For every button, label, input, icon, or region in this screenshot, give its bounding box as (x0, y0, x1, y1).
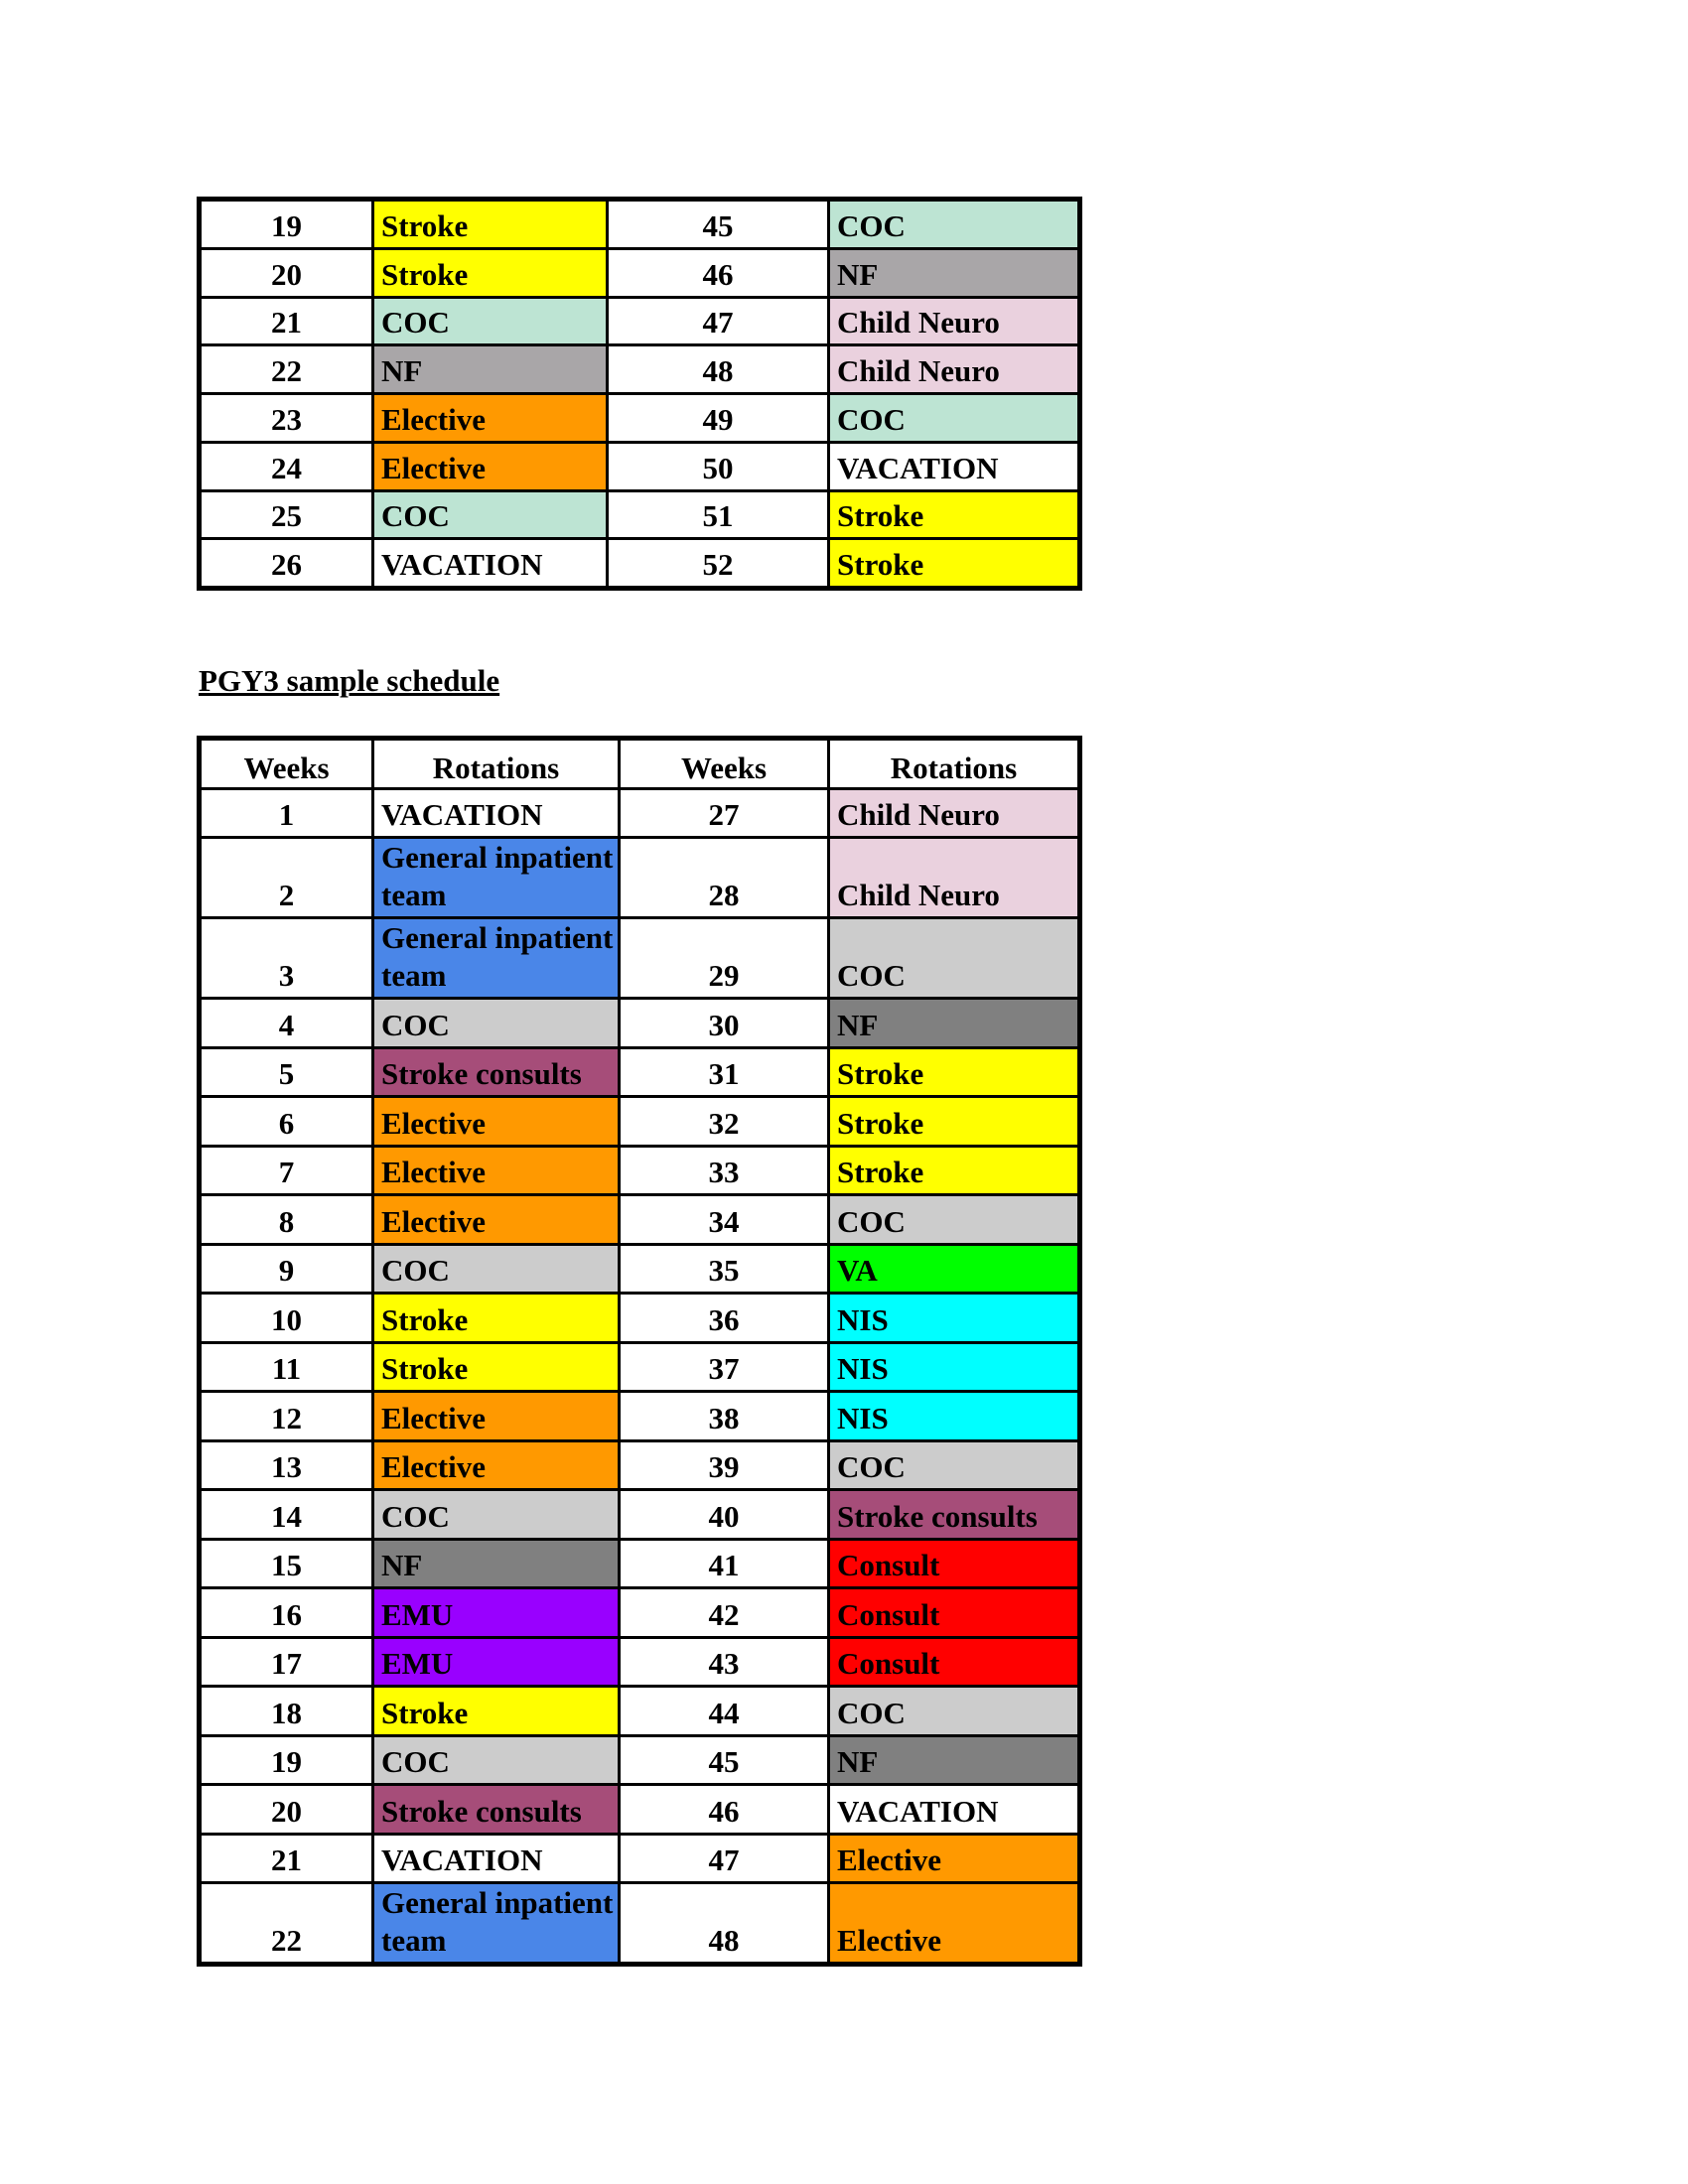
rotation-cell: Stroke consults (373, 1047, 620, 1097)
rotation-cell: Stroke (829, 490, 1079, 539)
rotation-cell: Stroke (829, 1146, 1079, 1195)
rotation-cell: Elective (373, 442, 608, 490)
week-cell: 40 (620, 1490, 829, 1540)
week-cell: 27 (620, 788, 829, 838)
week-cell: 23 (201, 394, 373, 443)
week-cell: 45 (620, 1735, 829, 1785)
rotation-cell: NF (829, 1735, 1079, 1785)
rotation-cell: COC (373, 999, 620, 1048)
table-row (201, 1440, 1079, 1490)
rotation-cell: General inpatient team (373, 1883, 620, 1964)
table-row (201, 918, 1079, 999)
rotation-cell: Stroke (373, 1342, 620, 1392)
week-cell: 7 (201, 1146, 373, 1195)
rotation-cell: Stroke (373, 201, 608, 249)
rotation-cell: VACATION (373, 788, 620, 838)
week-cell: 1 (201, 788, 373, 838)
pgy3-schedule-table (199, 738, 1080, 1965)
week-cell: 3 (201, 918, 373, 999)
rotation-cell: Elective (373, 1195, 620, 1245)
week-cell: 21 (201, 297, 373, 345)
week-cell: 37 (620, 1342, 829, 1392)
rotation-cell: NIS (829, 1342, 1079, 1392)
table-row (201, 1588, 1079, 1638)
week-cell: 30 (620, 999, 829, 1048)
week-cell: 9 (201, 1244, 373, 1294)
rotation-cell: Child Neuro (829, 345, 1079, 394)
rotation-cell: General inpatient team (373, 918, 620, 999)
week-cell: 35 (620, 1244, 829, 1294)
table-row (201, 1490, 1079, 1540)
prior-schedule-table (199, 199, 1080, 589)
table-row (201, 1146, 1079, 1195)
rotation-cell: Elective (373, 1392, 620, 1441)
table-row (201, 1785, 1079, 1835)
rotation-cell: EMU (373, 1637, 620, 1687)
table-row (201, 1244, 1079, 1294)
rotation-cell: Stroke (373, 1294, 620, 1343)
rotation-cell: Stroke (829, 1047, 1079, 1097)
week-cell: 18 (201, 1687, 373, 1736)
rotation-cell: Consult (829, 1637, 1079, 1687)
week-cell: 48 (620, 1883, 829, 1964)
header-rotations-1: Rotations (373, 740, 620, 789)
rotation-cell: VACATION (373, 1834, 620, 1883)
header-weeks-2: Weeks (620, 740, 829, 789)
week-cell: 15 (201, 1539, 373, 1588)
table-row (201, 1294, 1079, 1343)
table-row (201, 297, 1079, 345)
rotation-cell: COC (829, 394, 1079, 443)
rotation-cell: Stroke (373, 1687, 620, 1736)
rotation-cell: NF (829, 248, 1079, 297)
week-cell: 2 (201, 838, 373, 918)
rotation-cell: Child Neuro (829, 297, 1079, 345)
week-cell: 48 (608, 345, 829, 394)
rotation-cell: COC (829, 1195, 1079, 1245)
table-row (201, 1195, 1079, 1245)
week-cell: 44 (620, 1687, 829, 1736)
week-cell: 11 (201, 1342, 373, 1392)
week-cell: 22 (201, 1883, 373, 1964)
rotation-cell: NF (373, 345, 608, 394)
rotation-cell: COC (373, 1490, 620, 1540)
week-cell: 5 (201, 1047, 373, 1097)
rotation-cell: Elective (829, 1834, 1079, 1883)
rotation-cell: VA (829, 1244, 1079, 1294)
header-rotations-2: Rotations (829, 740, 1079, 789)
week-cell: 38 (620, 1392, 829, 1441)
table-row (201, 1047, 1079, 1097)
rotation-cell: VACATION (829, 442, 1079, 490)
table-row (201, 442, 1079, 490)
rotation-cell: NF (373, 1539, 620, 1588)
week-cell: 6 (201, 1097, 373, 1147)
table-row (201, 345, 1079, 394)
week-cell: 42 (620, 1588, 829, 1638)
rotation-cell: COC (373, 297, 608, 345)
rotation-cell: NIS (829, 1392, 1079, 1441)
week-cell: 36 (620, 1294, 829, 1343)
rotation-cell: General inpatient team (373, 838, 620, 918)
week-cell: 4 (201, 999, 373, 1048)
week-cell: 16 (201, 1588, 373, 1638)
table-row (201, 999, 1079, 1048)
week-cell: 20 (201, 248, 373, 297)
table-row (201, 1539, 1079, 1588)
week-cell: 29 (620, 918, 829, 999)
week-cell: 14 (201, 1490, 373, 1540)
rotation-cell: COC (373, 1735, 620, 1785)
week-cell: 13 (201, 1440, 373, 1490)
week-cell: 33 (620, 1146, 829, 1195)
rotation-cell: NF (829, 999, 1079, 1048)
rotation-cell: Elective (373, 1440, 620, 1490)
table-row (201, 1735, 1079, 1785)
table-row (201, 838, 1079, 918)
week-cell: 10 (201, 1294, 373, 1343)
table-row (201, 1342, 1079, 1392)
week-cell: 24 (201, 442, 373, 490)
prior-schedule-body (201, 201, 1079, 588)
rotation-cell: Elective (373, 1097, 620, 1147)
week-cell: 22 (201, 345, 373, 394)
week-cell: 43 (620, 1637, 829, 1687)
week-cell: 51 (608, 490, 829, 539)
week-cell: 26 (201, 539, 373, 588)
rotation-cell: COC (373, 1244, 620, 1294)
table-row (201, 1637, 1079, 1687)
rotation-cell: COC (829, 1440, 1079, 1490)
rotation-cell: Stroke consults (373, 1785, 620, 1835)
rotation-cell: Elective (829, 1883, 1079, 1964)
week-cell: 39 (620, 1440, 829, 1490)
week-cell: 19 (201, 1735, 373, 1785)
rotation-cell: Stroke (373, 248, 608, 297)
week-cell: 46 (620, 1785, 829, 1835)
rotation-cell: Stroke (829, 539, 1079, 588)
rotation-cell: COC (829, 201, 1079, 249)
rotation-cell: COC (373, 490, 608, 539)
week-cell: 34 (620, 1195, 829, 1245)
week-cell: 12 (201, 1392, 373, 1441)
table-row (201, 1883, 1079, 1964)
week-cell: 21 (201, 1834, 373, 1883)
week-cell: 41 (620, 1539, 829, 1588)
header-row (201, 740, 1079, 789)
week-cell: 45 (608, 201, 829, 249)
rotation-cell: Consult (829, 1539, 1079, 1588)
rotation-cell: Child Neuro (829, 788, 1079, 838)
table-row (201, 1834, 1079, 1883)
week-cell: 8 (201, 1195, 373, 1245)
rotation-cell: Stroke consults (829, 1490, 1079, 1540)
rotation-cell: NIS (829, 1294, 1079, 1343)
rotation-cell: Consult (829, 1588, 1079, 1638)
table-row (201, 788, 1079, 838)
rotation-cell: Elective (373, 394, 608, 443)
rotation-cell: VACATION (829, 1785, 1079, 1835)
week-cell: 20 (201, 1785, 373, 1835)
table-row (201, 1097, 1079, 1147)
table-row (201, 490, 1079, 539)
section-title: PGY3 sample schedule (199, 663, 500, 698)
week-cell: 32 (620, 1097, 829, 1147)
week-cell: 49 (608, 394, 829, 443)
week-cell: 47 (608, 297, 829, 345)
week-cell: 28 (620, 838, 829, 918)
table-row (201, 1392, 1079, 1441)
rotation-cell: Child Neuro (829, 838, 1079, 918)
header-weeks-1: Weeks (201, 740, 373, 789)
rotation-cell: Elective (373, 1146, 620, 1195)
rotation-cell: Stroke (829, 1097, 1079, 1147)
week-cell: 31 (620, 1047, 829, 1097)
week-cell: 17 (201, 1637, 373, 1687)
week-cell: 52 (608, 539, 829, 588)
table-row (201, 248, 1079, 297)
rotation-cell: COC (829, 1687, 1079, 1736)
rotation-cell: EMU (373, 1588, 620, 1638)
table-row (201, 1687, 1079, 1736)
week-cell: 47 (620, 1834, 829, 1883)
week-cell: 25 (201, 490, 373, 539)
table-row (201, 201, 1079, 249)
rotation-cell: VACATION (373, 539, 608, 588)
week-cell: 50 (608, 442, 829, 490)
pgy3-schedule-body (201, 740, 1079, 1964)
table-row (201, 394, 1079, 443)
week-cell: 46 (608, 248, 829, 297)
rotation-cell: COC (829, 918, 1079, 999)
table-row (201, 539, 1079, 588)
week-cell: 19 (201, 201, 373, 249)
